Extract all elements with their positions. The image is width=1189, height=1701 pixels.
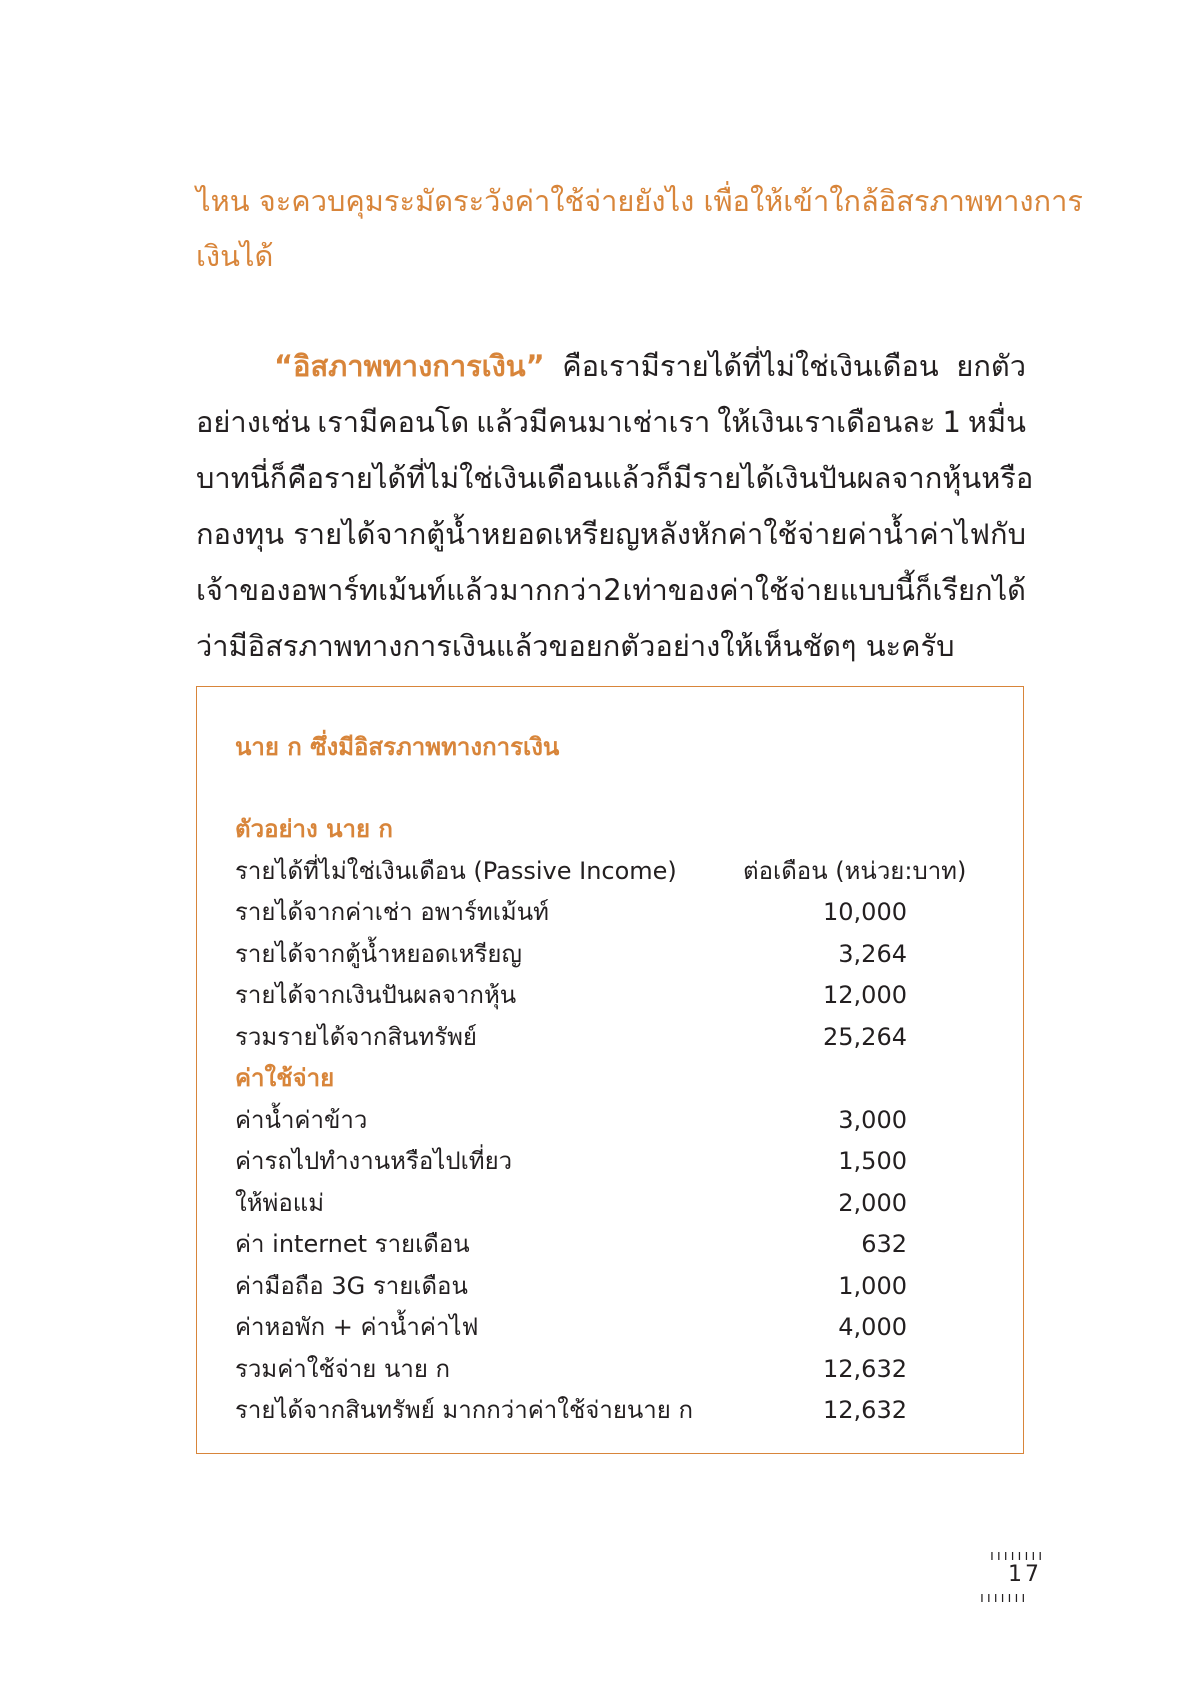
paragraph-word: เรามีคอนโด	[317, 405, 470, 439]
paragraph-word: บาท	[196, 461, 250, 495]
row-value: 12,632	[823, 1354, 907, 1383]
paragraph-word: คือเรามีรายได้ที่ไม่ใช่เงินเดือน	[562, 349, 939, 383]
box-title: นาย ก ซึ่งมีอิสรภาพทางการเงิน	[235, 733, 560, 761]
paragraph-word: กองทุน	[196, 517, 285, 551]
paragraph-line	[196, 506, 1026, 562]
table-row-total-income	[235, 1017, 995, 1059]
row-label: ค่าหอพัก + ค่าน้ำค่าไฟ	[235, 1313, 479, 1341]
row-value: 3,000	[838, 1105, 907, 1134]
row-label: ให้พ่อแม่	[235, 1188, 325, 1217]
paragraph-word: รายได้จากตู้น้ำหยอดเหรียญหลังหักค่าใช้จ่ายค่าน้ำค่าไฟกับ	[293, 517, 1026, 551]
row-label: ค่ารถไปทำงานหรือไปเที่ยว	[235, 1147, 513, 1175]
body-paragraph	[196, 338, 1034, 674]
income-header: รายได้ที่ไม่ใช่เงินเดือน (Passive Income)	[235, 856, 677, 885]
row-label: ค่าน้ำค่าข้าว	[235, 1105, 368, 1134]
page-number-marker	[980, 1548, 1070, 1608]
example-heading: ตัวอย่าง นาย ก	[235, 815, 393, 843]
expense-heading-row	[235, 1058, 995, 1100]
expense-heading: ค่าใช้จ่าย	[235, 1064, 335, 1092]
table-row	[235, 1141, 995, 1183]
heading-line-1: ไหน จะควบคุมระมัดระวังค่าใช้จ่ายยังไง เพื่อให้เข้าใกล้อิสรภาพทางการ	[196, 184, 1083, 218]
table-row	[235, 1100, 995, 1142]
table-row	[235, 1307, 995, 1349]
paragraph-word: มากกว่า	[499, 573, 603, 607]
example-box	[196, 686, 1024, 1454]
table-row-surplus	[235, 1390, 995, 1432]
row-label: ค่ามือถือ 3G รายเดือน	[235, 1271, 468, 1300]
paragraph-word: แล้วก็มีรายได้เงินปันผลจากหุ้นหรือ	[602, 461, 1034, 495]
row-label: รายได้จากสินทรัพย์ มากกว่าค่าใช้จ่ายนาย ก	[235, 1396, 693, 1424]
heading-line-2: เงินได้	[196, 239, 274, 273]
tick-decoration: ııııııı	[980, 1590, 1029, 1606]
paragraph-word: 1	[942, 405, 961, 439]
table-row	[235, 1183, 995, 1225]
section-heading	[196, 174, 1083, 284]
unit-header: ต่อเดือน (หน่วย:บาท)	[743, 856, 967, 885]
paragraph-word: นี่ก็คือรายได้ที่ไม่ใช่เงินเดือน	[249, 461, 603, 495]
paragraph-line	[196, 394, 1026, 450]
row-value: 1,500	[838, 1147, 907, 1175]
table-row	[235, 975, 995, 1017]
table-row	[235, 1224, 995, 1266]
row-label: รวมค่าใช้จ่าย นาย ก	[235, 1354, 451, 1383]
row-value: 10,000	[823, 898, 907, 926]
paragraph-line	[196, 562, 1026, 618]
income-header-row	[235, 851, 995, 893]
row-label: รวมรายได้จากสินทรัพย์	[235, 1022, 477, 1051]
paragraph-line	[196, 338, 1026, 394]
paragraph-word: อย่างเช่น	[196, 405, 311, 439]
row-value: 1,000	[838, 1271, 907, 1300]
paragraph-word: เท่าของค่าใช้จ่าย	[622, 573, 839, 607]
row-value: 3,264	[838, 939, 907, 968]
example-table	[235, 809, 995, 1432]
row-value: 25,264	[823, 1022, 907, 1051]
row-value: 632	[861, 1230, 907, 1258]
paragraph-word: แบบนี้ก็เรียกได้	[839, 573, 1026, 607]
row-value: 12,000	[823, 981, 907, 1009]
row-label: รายได้จากค่าเช่า อพาร์ทเม้นท์	[235, 898, 549, 926]
table-row	[235, 1266, 995, 1308]
row-value: 4,000	[838, 1313, 907, 1341]
table-row	[235, 934, 995, 976]
row-value: 12,632	[823, 1396, 907, 1424]
paragraph-word: แล้วมีคนมาเช่าเรา	[476, 405, 711, 439]
page-number: 17	[1008, 1562, 1042, 1587]
key-term: “อิสภาพทางการเงิน”	[274, 349, 545, 383]
tick-decoration: ıııııııı	[990, 1548, 1046, 1564]
row-label: รายได้จากเงินปันผลจากหุ้น	[235, 981, 517, 1009]
paragraph-word: เจ้าของอพาร์ทเม้นท์แล้ว	[196, 573, 499, 607]
table-row	[235, 892, 995, 934]
example-heading-row	[235, 809, 995, 851]
row-label: รายได้จากตู้น้ำหยอดเหรียญ	[235, 939, 522, 968]
table-row-total-expense	[235, 1349, 995, 1391]
paragraph-word: ให้เงินเราเดือนละ	[717, 405, 936, 439]
paragraph-word: หมื่น	[967, 405, 1026, 439]
paragraph-word: 2	[603, 573, 622, 607]
paragraph-line	[196, 450, 1034, 506]
paragraph-word: ยกตัว	[956, 349, 1026, 383]
row-label: ค่า internet รายเดือน	[235, 1230, 470, 1258]
paragraph-line-last: ว่ามีอิสรภาพทางการเงินแล้วขอยกตัวอย่างให้เห็นชัดๆ นะครับ	[196, 629, 955, 663]
row-value: 2,000	[838, 1188, 907, 1217]
